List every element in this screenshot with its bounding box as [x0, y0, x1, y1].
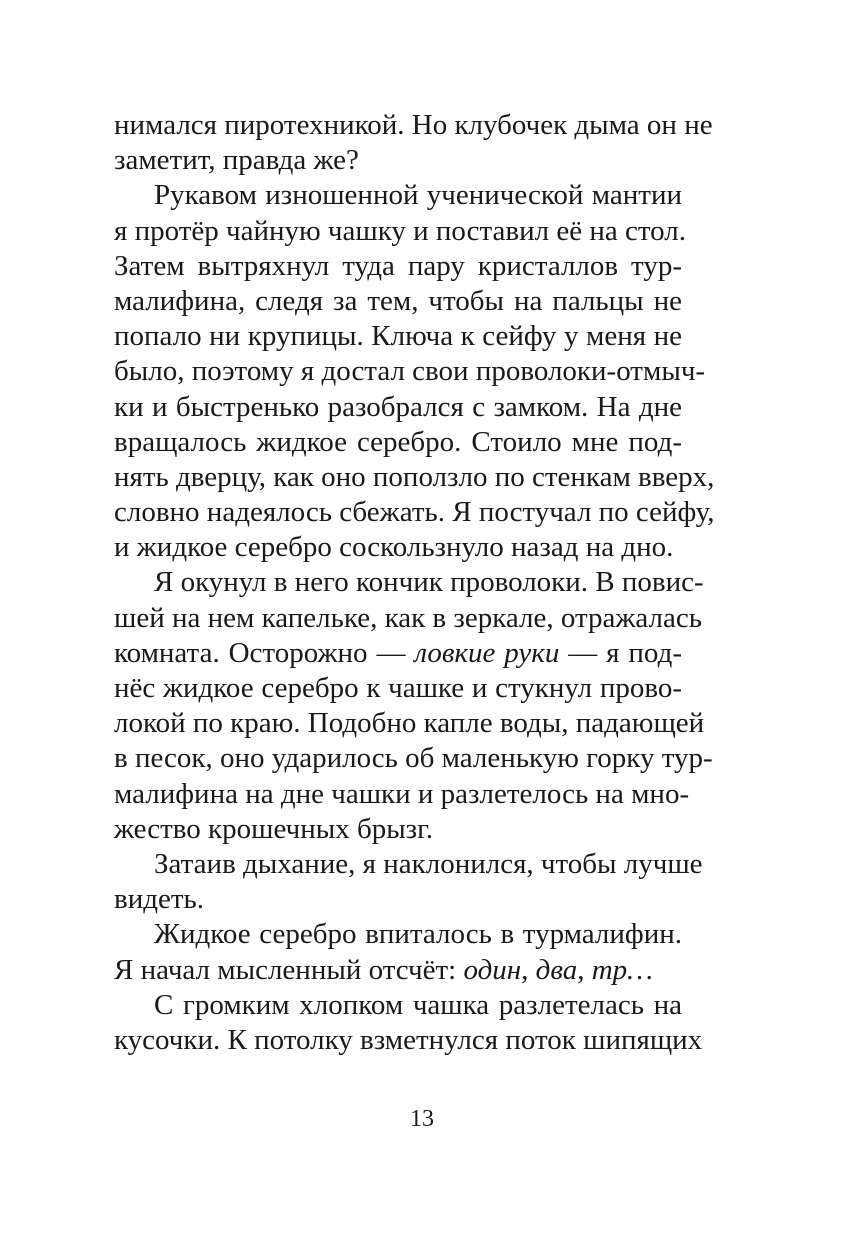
- text-line-27: [114, 1023, 703, 1058]
- text-line-19: [114, 741, 713, 776]
- text-segment: нёс жидкое серебро к чашке и стукнул прово-: [114, 672, 682, 704]
- text-line-21: [114, 812, 682, 847]
- text-line-24: [114, 917, 682, 952]
- text-line-23: [114, 882, 682, 917]
- text-segment: малифина на дне чашки и разлетелось на мно-: [114, 777, 690, 810]
- text-line-1: [114, 108, 713, 143]
- text-segment: Я окунул в него кончик проволоки. В повис-: [154, 566, 704, 599]
- italic-segment: один, два, тр…: [463, 953, 653, 986]
- text-segment: кусочки. К потолку взметнулся поток шипящих: [114, 1023, 703, 1056]
- text-line-3: [114, 178, 682, 213]
- text-segment: словно надеялось сбежать. Я постучал по сейфу,: [114, 496, 715, 529]
- text-segment: я протёр чайную чашку и поставил её на стол.: [114, 214, 686, 247]
- text-segment: Рукавом изношенной ученической мантии: [154, 179, 682, 212]
- text-segment: ки и быстренько разобрался с замком. На дне: [114, 390, 682, 423]
- text-line-13: [114, 530, 682, 565]
- text-line-14: [114, 565, 704, 600]
- text-segment: малифина, следя за тем, чтобы на пальцы не: [114, 284, 682, 317]
- text-segment: С громким хлопком чашка разлетелась на: [154, 988, 682, 1021]
- text-segment: шей на нем капельке, как в зеркале, отражалась: [114, 601, 702, 634]
- text-segment: заметит, правда же?: [114, 144, 359, 177]
- text-line-9: [114, 390, 682, 425]
- text-segment: Затем вытряхнул туда пару кристаллов тур-: [114, 249, 682, 282]
- text-segment: Затаив дыхание, я наклонился, чтобы лучше: [154, 847, 703, 880]
- text-segment: жество крошечных брызг.: [114, 812, 434, 845]
- text-line-2: [114, 143, 682, 178]
- text-segment: Я начал мысленный отсчёт:: [114, 953, 464, 986]
- text-segment: комната. Осторожно —: [114, 636, 415, 669]
- text-line-15: [114, 601, 702, 636]
- text-line-11: [114, 460, 715, 495]
- text-line-5: [114, 249, 682, 284]
- text-line-26: [114, 988, 682, 1023]
- page-body: [114, 108, 715, 1058]
- text-segment: локой по краю. Подобно капле воды, падающей: [114, 707, 705, 740]
- italic-segment: ловкие руки: [414, 636, 560, 669]
- text-line-12: [114, 495, 715, 530]
- text-line-6: [114, 284, 682, 319]
- text-segment: видеть.: [114, 883, 204, 916]
- text-segment: нять дверцу, как оно поползло по стенкам вверх,: [114, 460, 715, 493]
- text-line-8: [114, 354, 706, 389]
- text-segment: — я под-: [559, 636, 682, 669]
- text-line-16: [114, 636, 682, 671]
- text-line-7: [114, 319, 682, 354]
- text-segment: Жидкое серебро впиталось в турмалифин.: [154, 918, 682, 951]
- text-segment: в песок, оно ударилось об маленькую горку тур-: [114, 742, 713, 775]
- text-line-18: [114, 706, 705, 741]
- text-line-22: [114, 847, 703, 882]
- text-segment: нимался пиротехникой. Но клубочек дыма он не: [114, 109, 713, 141]
- text-line-20: [114, 777, 690, 812]
- text-line-25: [114, 953, 682, 988]
- text-segment: вращалось жидкое серебро. Стоило мне под-: [114, 425, 682, 458]
- text-segment: попало ни крупицы. Ключа к сейфу у меня не: [114, 320, 682, 353]
- text-line-4: [114, 214, 686, 249]
- text-line-17: [114, 671, 682, 706]
- text-line-10: [114, 425, 682, 460]
- page-number: 13: [410, 1106, 434, 1132]
- text-segment: было, поэтому я достал свои проволоки-отмыч-: [114, 355, 706, 388]
- text-segment: и жидкое серебро соскользнуло назад на дно.: [114, 531, 674, 564]
